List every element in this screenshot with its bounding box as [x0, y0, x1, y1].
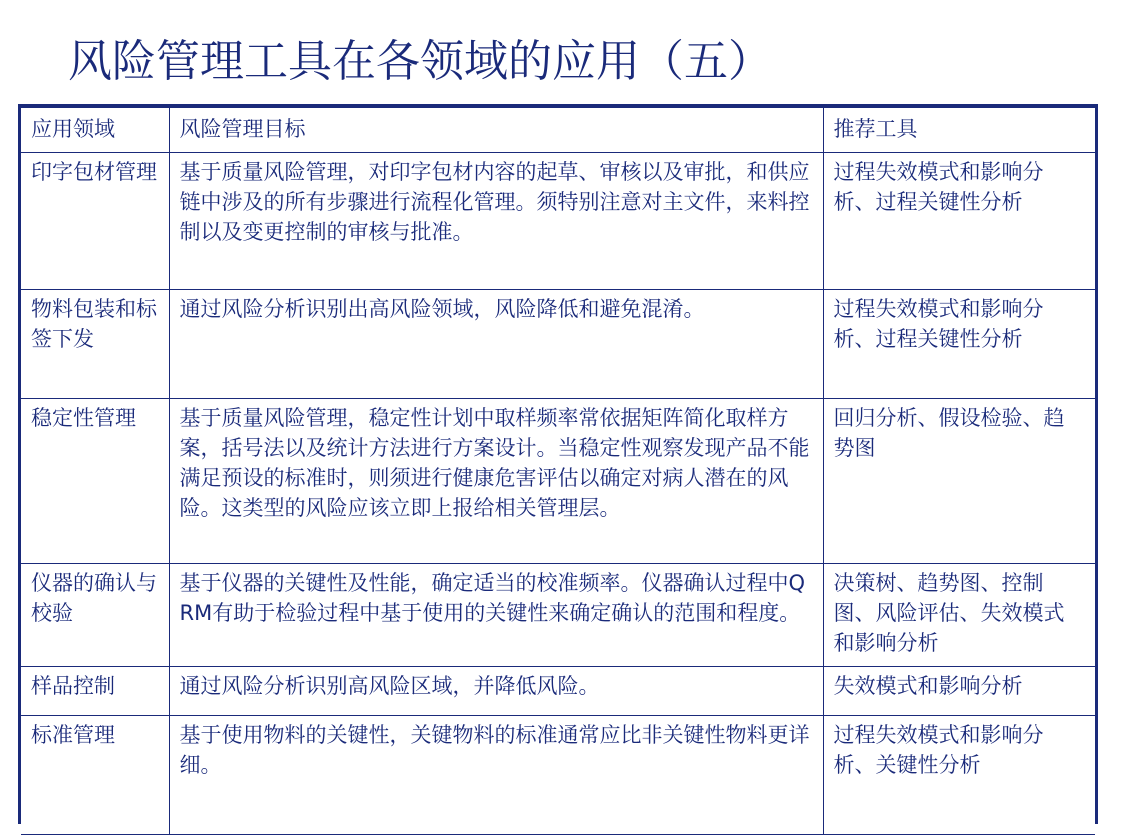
cell-target: 基于质量风险管理，对印字包材内容的起草、审核以及审批，和供应链中涉及的所有步骤进行流程化管理。须特别注意对主文件，来料控制以及变更控制的审核与批准。	[169, 153, 823, 290]
table	[21, 108, 1095, 835]
cell-field: 仪器的确认与校验	[21, 564, 169, 667]
cell-tool: 决策树、趋势图、控制图、风险评估、失效模式和影响分析	[823, 564, 1095, 667]
cell-tool: 回归分析、假设检验、趋势图	[823, 399, 1095, 564]
cell-field: 样品控制	[21, 667, 169, 716]
table-row	[21, 399, 1095, 564]
table-row	[21, 667, 1095, 716]
cell-target: 通过风险分析识别出高风险领域，风险降低和避免混淆。	[169, 290, 823, 399]
risk-tools-table	[18, 104, 1098, 824]
slide-title: 风险管理工具在各领域的应用（五）	[68, 36, 772, 87]
table-row	[21, 290, 1095, 399]
cell-target: 通过风险分析识别高风险区域，并降低风险。	[169, 667, 823, 716]
cell-target: 基于质量风险管理，稳定性计划中取样频率常依据矩阵简化取样方案，括号法以及统计方法进行方案设计。当稳定性观察发现产品不能满足预设的标准时，则须进行健康危害评估以确定对病人潜在的风险。这类型的风险应该立即上报给相关管理层。	[169, 399, 823, 564]
cell-tool: 过程失效模式和影响分析、过程关键性分析	[823, 153, 1095, 290]
cell-field: 印字包材管理	[21, 153, 169, 290]
cell-field: 稳定性管理	[21, 399, 169, 564]
table-header-row	[21, 108, 1095, 153]
table-row	[21, 153, 1095, 290]
table-row	[21, 564, 1095, 667]
table-row	[21, 716, 1095, 835]
cell-tool: 失效模式和影响分析	[823, 667, 1095, 716]
cell-target: 基于使用物料的关键性，关键物料的标准通常应比非关键性物料更详细。	[169, 716, 823, 835]
header-target: 风险管理目标	[169, 108, 823, 153]
header-field: 应用领域	[21, 108, 169, 153]
header-tool: 推荐工具	[823, 108, 1095, 153]
cell-tool: 过程失效模式和影响分析、关键性分析	[823, 716, 1095, 835]
cell-field: 物料包装和标签下发	[21, 290, 169, 399]
cell-target: 基于仪器的关键性及性能，确定适当的校准频率。仪器确认过程中QRM有助于检验过程中基于使用的关键性来确定确认的范围和程度。	[169, 564, 823, 667]
cell-field: 标准管理	[21, 716, 169, 835]
cell-tool: 过程失效模式和影响分析、过程关键性分析	[823, 290, 1095, 399]
